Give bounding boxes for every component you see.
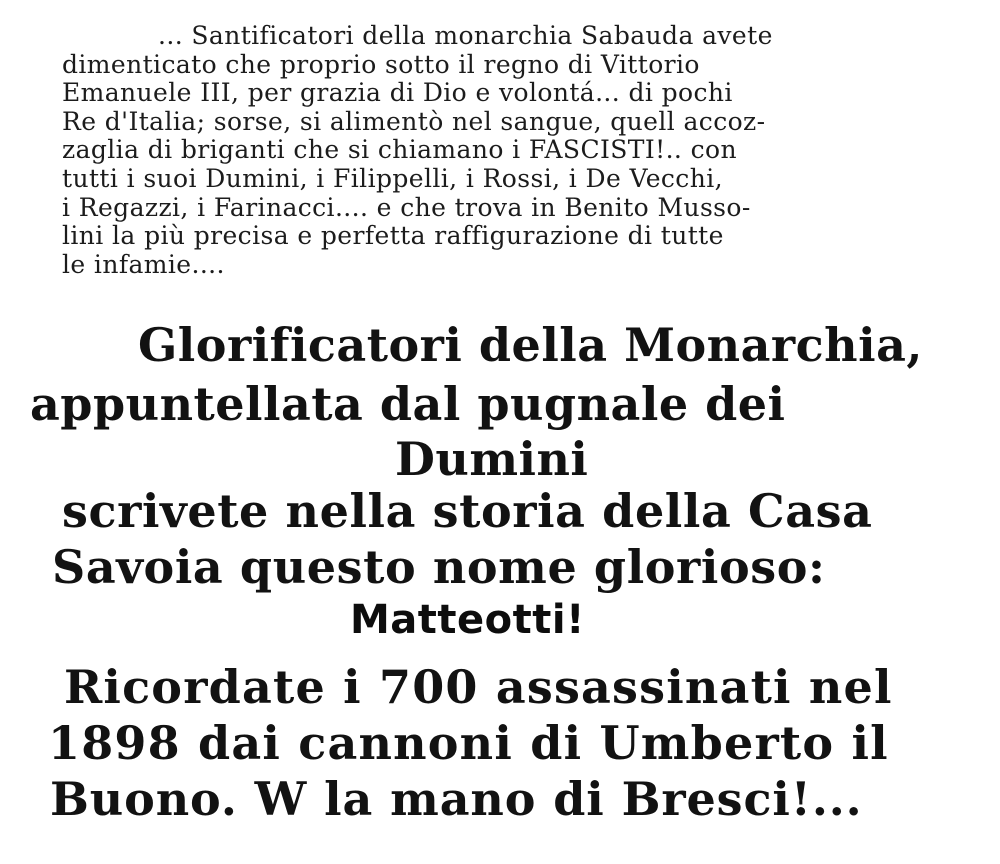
intro-line: zaglia di briganti che si chiamano i FASCISTI!.. con	[62, 135, 737, 165]
headline-line-1898: 1898 dai cannoni di Umberto il	[48, 716, 889, 770]
intro-line: Emanuele III, per grazia di Dio e volontá... di pochi	[62, 78, 733, 108]
headline-matteotti: Matteotti!	[350, 597, 585, 643]
intro-line: tutti i suoi Dumini, i Filippelli, i Rossi, i De Vecchi,	[62, 163, 723, 193]
headline-line-ricordate: Ricordate i 700 assassinati nel	[64, 660, 893, 714]
intro-line: Re d'Italia; sorse, si alimentò nel sangue, quell accoz-	[62, 106, 766, 136]
intro-line: le infamie....	[62, 249, 225, 279]
headline-line-dumini: Dumini	[395, 432, 589, 486]
intro-paragraph	[62, 22, 962, 279]
intro-line: dimenticato che proprio sotto il regno di Vittorio	[62, 49, 700, 79]
headline-line-bresci: Buono. W la mano di Bresci!...	[50, 772, 863, 826]
intro-line: i Regazzi, i Farinacci.... e che trova in Benito Musso-	[62, 192, 751, 222]
headline-line-glorificatori: Glorificatori della Monarchia,	[138, 318, 923, 372]
headline-line-savoia: Savoia questo nome glorioso:	[52, 540, 826, 594]
intro-line: ... Santificatori della monarchia Sabauda avete	[158, 21, 773, 50]
headline-line-appuntellata: appuntellata dal pugnale dei	[30, 377, 786, 431]
headline-line-scrivete: scrivete nella storia della Casa	[62, 484, 873, 538]
intro-line: lini la più precisa e perfetta raffigurazione di tutte	[62, 221, 724, 251]
